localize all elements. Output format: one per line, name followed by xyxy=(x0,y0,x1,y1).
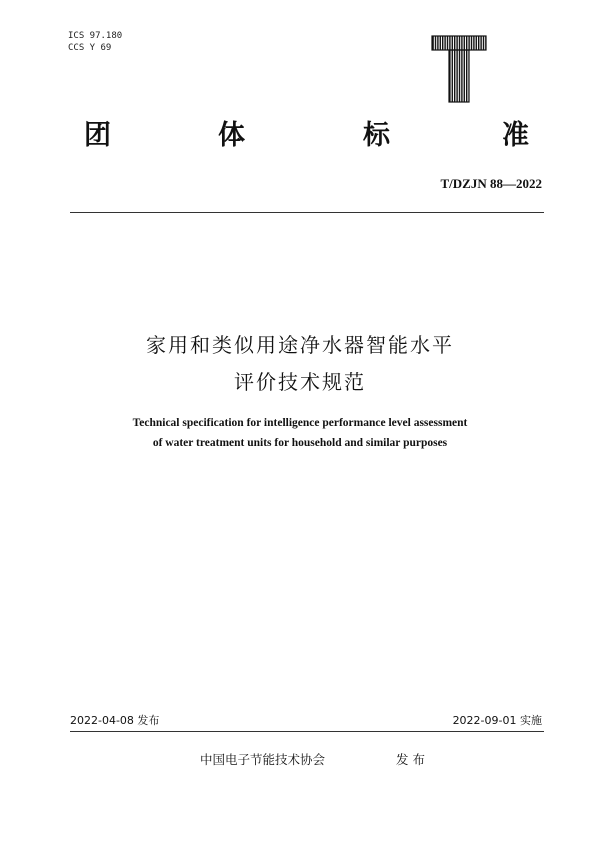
chinese-title-line-1: 家用和类似用途净水器智能水平 xyxy=(146,333,454,357)
english-title-line-1: Technical specification for intelligence performance level assessment xyxy=(132,417,468,429)
doc-type-char: 标 xyxy=(363,120,390,151)
standard-number: T/DZJN 88—2022 xyxy=(440,176,542,191)
doc-type-char: 团 xyxy=(84,120,111,151)
doc-type-char: 体 xyxy=(218,120,245,151)
ccs-code: CCS Y 69 xyxy=(68,43,112,53)
english-title-line-2: of water treatment units for household and similar purposes xyxy=(152,437,448,449)
chinese-title-line-2: 评价技术规范 xyxy=(234,370,366,394)
issuing-organization: 中国电子节能技术协会 xyxy=(200,752,326,767)
issue-date: 2022-04-08 发布 xyxy=(70,714,160,727)
document-type xyxy=(0,118,600,158)
ics-code: ICS 97.180 xyxy=(68,31,123,41)
doc-type-char: 准 xyxy=(502,120,529,151)
implementation-date: 2022-09-01 实施 xyxy=(452,714,542,727)
publish-label: 发 布 xyxy=(396,752,425,767)
standard-type-logo-icon xyxy=(430,34,488,104)
top-divider xyxy=(70,212,544,213)
bottom-divider xyxy=(70,731,544,732)
